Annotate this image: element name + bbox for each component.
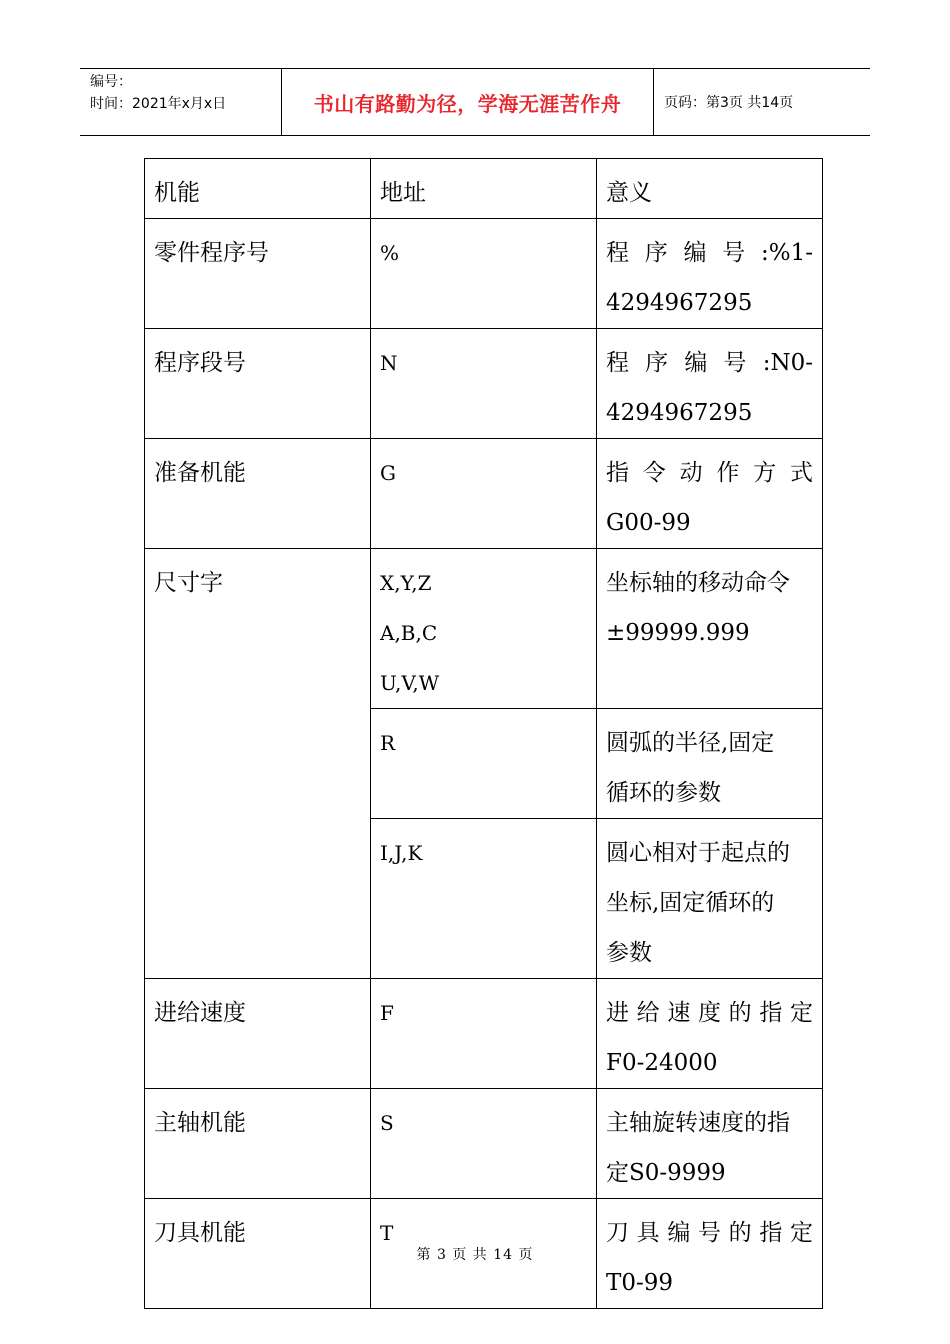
meaning-line: F0-24000 bbox=[606, 1050, 718, 1076]
meaning-line: 程 序 编 号 :%1- bbox=[606, 240, 813, 266]
motto: 书山有路勤为径，学海无涯苦作舟 bbox=[313, 91, 622, 116]
cell-meaning bbox=[597, 819, 823, 979]
meaning-line: 定S0-9999 bbox=[606, 1160, 726, 1186]
meaning-line: 圆弧的半径,固定 bbox=[606, 730, 775, 756]
cell-meaning bbox=[597, 219, 823, 329]
cell-address: % bbox=[371, 219, 597, 329]
meaning-line: 刀 具 编 号 的 指 定 bbox=[606, 1220, 813, 1246]
meaning-line: T0-99 bbox=[606, 1270, 674, 1296]
meaning-line: 指 令 动 作 方 式 bbox=[606, 460, 813, 486]
cell-function: 进给速度 bbox=[145, 979, 371, 1089]
meaning-line: 圆心相对于起点的 bbox=[606, 840, 790, 866]
address-line: U,V,W bbox=[380, 671, 440, 695]
meaning-line: 程 序 编 号 :N0- bbox=[606, 350, 813, 376]
table-row bbox=[145, 979, 823, 1089]
cell-address bbox=[371, 549, 597, 709]
date-label: 时间：2021年x月x日 bbox=[90, 96, 227, 112]
cell-address: S bbox=[371, 1089, 597, 1199]
page-footer: 第 3 页 共 14 页 bbox=[416, 1247, 534, 1263]
page-header bbox=[80, 68, 870, 136]
nc-code-table bbox=[144, 158, 823, 1309]
meaning-line: G00-99 bbox=[606, 510, 691, 536]
meaning-line: ±99999.999 bbox=[606, 620, 750, 646]
cell-function: 程序段号 bbox=[145, 329, 371, 439]
cell-address: T bbox=[371, 1199, 597, 1309]
table-row bbox=[145, 329, 823, 439]
table-header-row bbox=[145, 159, 823, 219]
cell-address: F bbox=[371, 979, 597, 1089]
page-info: 页码：第3页 共14页 bbox=[664, 95, 794, 111]
header-page-cell bbox=[654, 69, 870, 135]
cell-function: 刀具机能 bbox=[145, 1199, 371, 1309]
table-row bbox=[145, 549, 823, 709]
meaning-line: 4294967295 bbox=[606, 400, 753, 426]
table-row bbox=[145, 1089, 823, 1199]
cell-meaning bbox=[597, 549, 823, 709]
cell-address: G bbox=[371, 439, 597, 549]
header-cell-address: 地址 bbox=[371, 159, 597, 219]
meaning-line: 循环的参数 bbox=[606, 780, 721, 806]
cell-address: N bbox=[371, 329, 597, 439]
cell-meaning bbox=[597, 979, 823, 1089]
meaning-line: 坐标轴的移动命令 bbox=[606, 570, 790, 596]
address-line: X,Y,Z bbox=[380, 571, 432, 595]
table-row bbox=[145, 439, 823, 549]
cell-function: 主轴机能 bbox=[145, 1089, 371, 1199]
table-row bbox=[145, 219, 823, 329]
address-line: A,B,C bbox=[380, 621, 438, 645]
meaning-line: 进 给 速 度 的 指 定 bbox=[606, 1000, 813, 1026]
meaning-line: 坐标,固定循环的 bbox=[606, 890, 775, 916]
header-cell-function: 机能 bbox=[145, 159, 371, 219]
header-meta bbox=[80, 69, 282, 135]
header-motto-cell bbox=[282, 69, 654, 135]
meaning-line: 4294967295 bbox=[606, 290, 753, 316]
cell-address: I,J,K bbox=[371, 819, 597, 979]
cell-function: 零件程序号 bbox=[145, 219, 371, 329]
cell-meaning bbox=[597, 709, 823, 819]
meaning-line: 主轴旋转速度的指 bbox=[606, 1110, 790, 1136]
cell-meaning bbox=[597, 439, 823, 549]
header-cell-meaning: 意义 bbox=[597, 159, 823, 219]
number-label: 编号： bbox=[90, 74, 132, 90]
cell-address: R bbox=[371, 709, 597, 819]
cell-function: 尺寸字 bbox=[145, 549, 371, 979]
cell-meaning bbox=[597, 329, 823, 439]
cell-function: 准备机能 bbox=[145, 439, 371, 549]
meaning-line: 参数 bbox=[606, 940, 652, 966]
cell-meaning bbox=[597, 1089, 823, 1199]
